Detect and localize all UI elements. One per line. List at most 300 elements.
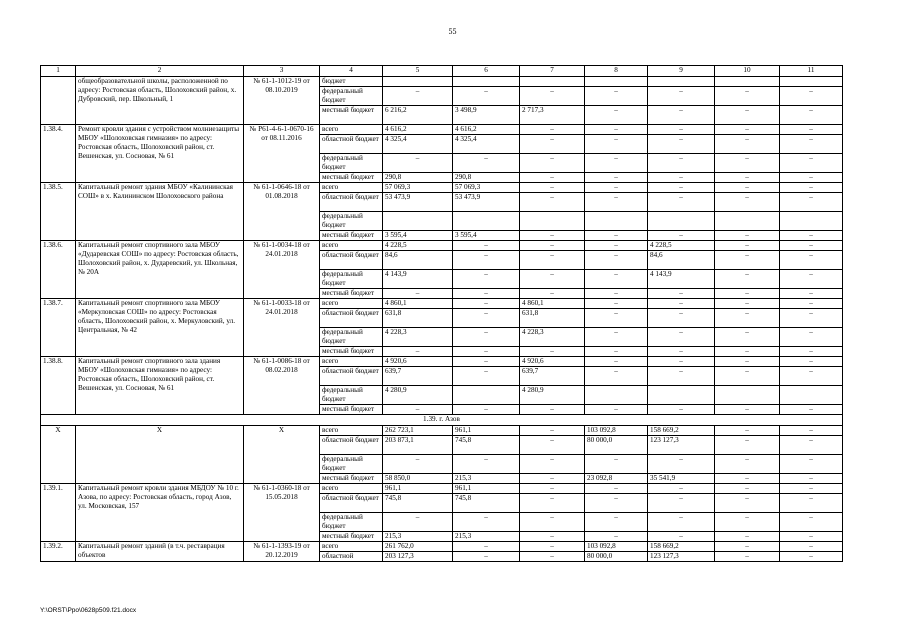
- amount-cell: –: [585, 455, 648, 474]
- amount-cell: 4 228,3: [383, 328, 453, 347]
- amount-cell: –: [520, 474, 585, 484]
- column-header: 8: [585, 66, 648, 77]
- amount-cell: –: [383, 154, 453, 173]
- amount-cell: –: [780, 552, 843, 562]
- amount-cell: –: [648, 513, 715, 532]
- amount-cell: –: [780, 183, 843, 193]
- amount-cell: –: [453, 357, 520, 367]
- item-document: № 61-1-0033-18 от 24.01.2018: [244, 299, 320, 357]
- amount-cell: 80 000,0: [585, 552, 648, 562]
- funding-source: областной: [320, 552, 383, 562]
- amount-cell: –: [585, 231, 648, 241]
- column-header: 9: [648, 66, 715, 77]
- column-header: 6: [453, 66, 520, 77]
- item-document: № 61-1-0646-18 от 01.08.2018: [244, 183, 320, 241]
- amount-cell: –: [780, 436, 843, 455]
- item-document: X: [244, 426, 320, 484]
- item-number: 1.39.2.: [41, 542, 76, 562]
- amount-cell: 123 127,3: [648, 552, 715, 562]
- table-row: [41, 357, 843, 367]
- amount-cell: 631,8: [520, 309, 585, 328]
- item-name: Капитальный ремонт спортивного зала здания МБОУ «Шолоховская гимназия» по адресу: Ростовская область, Шолоховский район, ст. Вешенская, ул. Сосновая, № 61: [76, 357, 244, 415]
- item-number: 1.38.8.: [41, 357, 76, 415]
- amount-cell: –: [780, 87, 843, 106]
- amount-cell: –: [520, 251, 585, 270]
- amount-cell: –: [648, 494, 715, 513]
- amount-cell: –: [453, 309, 520, 328]
- amount-cell: 631,8: [383, 309, 453, 328]
- amount-cell: –: [520, 542, 585, 552]
- item-name: Ремонт кровли здания с устройством молниезащиты МБОУ «Шолоховская гимназия» по адресу: Ростовская область, Шолоховский район, ст. Вешенская, ул. Сосновая, № 61: [76, 125, 244, 183]
- amount-cell: –: [780, 328, 843, 347]
- amount-cell: –: [648, 328, 715, 347]
- funding-source: областной бюджет: [320, 135, 383, 154]
- amount-cell: –: [715, 135, 780, 154]
- amount-cell: 158 669,2: [648, 426, 715, 436]
- amount-cell: –: [780, 494, 843, 513]
- amount-cell: 84,6: [383, 251, 453, 270]
- amount-cell: –: [648, 309, 715, 328]
- item-document: № 61-1-0360-18 от 15.05.2018: [244, 484, 320, 542]
- funding-source: федеральный бюджет: [320, 87, 383, 106]
- amount-cell: –: [648, 173, 715, 183]
- amount-cell: 103 092,8: [585, 542, 648, 552]
- item-document: № Р61-4-6-1-0670-16 от 08.11.2016: [244, 125, 320, 183]
- funding-source: федеральный бюджет: [320, 154, 383, 173]
- amount-cell: 23 092,8: [585, 474, 648, 484]
- table-row: [41, 542, 843, 552]
- amount-cell: –: [780, 542, 843, 552]
- amount-cell: 3 595,4: [453, 231, 520, 241]
- funding-source: всего: [320, 183, 383, 193]
- amount-cell: –: [520, 270, 585, 289]
- amount-cell: 4 325,4: [453, 135, 520, 154]
- amount-cell: –: [585, 405, 648, 415]
- amount-cell: [520, 77, 585, 87]
- amount-cell: –: [453, 241, 520, 251]
- amount-cell: [715, 212, 780, 231]
- amount-cell: –: [715, 270, 780, 289]
- amount-cell: –: [715, 405, 780, 415]
- amount-cell: 4 280,9: [383, 386, 453, 405]
- amount-cell: –: [648, 154, 715, 173]
- amount-cell: [780, 77, 843, 87]
- amount-cell: –: [648, 193, 715, 212]
- amount-cell: –: [780, 154, 843, 173]
- amount-cell: –: [453, 405, 520, 415]
- table-row: [41, 125, 843, 135]
- header-row: [41, 66, 843, 77]
- amount-cell: –: [520, 426, 585, 436]
- amount-cell: –: [453, 87, 520, 106]
- amount-cell: –: [648, 183, 715, 193]
- amount-cell: 4 860,1: [520, 299, 585, 309]
- amount-cell: 2 717,3: [520, 106, 585, 125]
- amount-cell: –: [585, 125, 648, 135]
- amount-cell: [453, 386, 520, 405]
- amount-cell: –: [453, 328, 520, 347]
- amount-cell: –: [780, 357, 843, 367]
- amount-cell: –: [780, 426, 843, 436]
- amount-cell: –: [585, 135, 648, 154]
- item-name: Капитальный ремонт спортивного зала МБОУ «Меркуловская СОШ» по адресу: Ростовская область, Шолоховский район, х. Меркуловский, ул. Центральная, № 42: [76, 299, 244, 357]
- amount-cell: [585, 212, 648, 231]
- amount-cell: –: [715, 552, 780, 562]
- amount-cell: –: [453, 289, 520, 299]
- amount-cell: –: [520, 347, 585, 357]
- funding-source: областной бюджет: [320, 251, 383, 270]
- amount-cell: 961,1: [383, 484, 453, 494]
- table-row: [41, 241, 843, 251]
- amount-cell: –: [715, 357, 780, 367]
- amount-cell: –: [715, 347, 780, 357]
- amount-cell: –: [383, 513, 453, 532]
- amount-cell: –: [585, 173, 648, 183]
- funding-source: областной бюджет: [320, 494, 383, 513]
- amount-cell: –: [520, 513, 585, 532]
- amount-cell: –: [780, 231, 843, 241]
- amount-cell: 4 143,9: [648, 270, 715, 289]
- amount-cell: 84,6: [648, 251, 715, 270]
- amount-cell: 4 616,2: [383, 125, 453, 135]
- amount-cell: –: [715, 289, 780, 299]
- amount-cell: [715, 77, 780, 87]
- column-header: 10: [715, 66, 780, 77]
- amount-cell: –: [585, 183, 648, 193]
- amount-cell: –: [520, 455, 585, 474]
- amount-cell: 203 127,3: [383, 552, 453, 562]
- amount-cell: –: [520, 135, 585, 154]
- amount-cell: –: [585, 347, 648, 357]
- amount-cell: [648, 212, 715, 231]
- amount-cell: –: [715, 125, 780, 135]
- amount-cell: 4 616,2: [453, 125, 520, 135]
- amount-cell: [715, 386, 780, 405]
- funding-source: всего: [320, 241, 383, 251]
- amount-cell: –: [780, 513, 843, 532]
- amount-cell: –: [453, 455, 520, 474]
- amount-cell: –: [585, 532, 648, 542]
- amount-cell: –: [520, 87, 585, 106]
- amount-cell: –: [648, 532, 715, 542]
- item-number: 1.38.4.: [41, 125, 76, 183]
- amount-cell: –: [585, 193, 648, 212]
- amount-cell: –: [780, 135, 843, 154]
- amount-cell: –: [648, 357, 715, 367]
- item-number: 1.38.5.: [41, 183, 76, 241]
- amount-cell: –: [520, 183, 585, 193]
- amount-cell: –: [715, 106, 780, 125]
- amount-cell: 80 000,0: [585, 436, 648, 455]
- amount-cell: 4 920,6: [383, 357, 453, 367]
- amount-cell: –: [648, 125, 715, 135]
- funding-source: местный бюджет: [320, 405, 383, 415]
- amount-cell: –: [585, 106, 648, 125]
- amount-cell: 290,8: [453, 173, 520, 183]
- amount-cell: –: [585, 484, 648, 494]
- section-title: 1.39. г. Азов: [41, 415, 843, 426]
- amount-cell: –: [520, 193, 585, 212]
- amount-cell: –: [780, 405, 843, 415]
- item-number: 1.38.6.: [41, 241, 76, 299]
- amount-cell: –: [585, 328, 648, 347]
- amount-cell: –: [585, 513, 648, 532]
- table-row: [41, 299, 843, 309]
- amount-cell: –: [648, 455, 715, 474]
- amount-cell: –: [715, 542, 780, 552]
- amount-cell: 3 498,9: [453, 106, 520, 125]
- amount-cell: 58 850,0: [383, 474, 453, 484]
- amount-cell: 745,8: [453, 494, 520, 513]
- amount-cell: –: [780, 241, 843, 251]
- funding-source: местный бюджет: [320, 474, 383, 484]
- table-row: [41, 183, 843, 193]
- amount-cell: 4 228,5: [383, 241, 453, 251]
- funding-source: всего: [320, 125, 383, 135]
- footer-file-path: Y:\ORST\Ppo\0628p509.f21.docx: [40, 607, 137, 614]
- column-header: 4: [320, 66, 383, 77]
- amount-cell: [780, 212, 843, 231]
- amount-cell: –: [715, 484, 780, 494]
- amount-cell: –: [648, 367, 715, 386]
- amount-cell: –: [715, 183, 780, 193]
- funding-source: местный бюджет: [320, 289, 383, 299]
- funding-source: областной бюджет: [320, 367, 383, 386]
- amount-cell: 6 216,2: [383, 106, 453, 125]
- amount-cell: 4 280,9: [520, 386, 585, 405]
- amount-cell: –: [715, 328, 780, 347]
- funding-source: местный бюджет: [320, 347, 383, 357]
- funding-source: местный бюджет: [320, 231, 383, 241]
- amount-cell: [453, 77, 520, 87]
- funding-source: местный бюджет: [320, 532, 383, 542]
- amount-cell: –: [715, 299, 780, 309]
- amount-cell: 639,7: [383, 367, 453, 386]
- column-header: 2: [76, 66, 244, 77]
- amount-cell: –: [520, 494, 585, 513]
- amount-cell: –: [780, 532, 843, 542]
- column-header: 1: [41, 66, 76, 77]
- amount-cell: 103 092,8: [585, 426, 648, 436]
- column-header: 5: [383, 66, 453, 77]
- funding-source: местный бюджет: [320, 106, 383, 125]
- amount-cell: 262 723,1: [383, 426, 453, 436]
- table-row: [41, 484, 843, 494]
- funding-source: федеральный бюджет: [320, 212, 383, 231]
- amount-cell: –: [453, 513, 520, 532]
- funding-source: областной бюджет: [320, 309, 383, 328]
- amount-cell: 3 595,4: [383, 231, 453, 241]
- amount-cell: –: [715, 436, 780, 455]
- item-name: Капитальный ремонт кровли здания МБДОУ № 10 г. Азова, по адресу: Ростовская область, город Азов, ул. Московская, 157: [76, 484, 244, 542]
- amount-cell: –: [780, 251, 843, 270]
- amount-cell: –: [383, 347, 453, 357]
- amount-cell: –: [453, 347, 520, 357]
- amount-cell: –: [780, 125, 843, 135]
- amount-cell: 57 069,3: [453, 183, 520, 193]
- amount-cell: –: [648, 405, 715, 415]
- item-number: 1.38.7.: [41, 299, 76, 357]
- funding-source: областной бюджет: [320, 193, 383, 212]
- amount-cell: –: [715, 474, 780, 484]
- amount-cell: –: [780, 173, 843, 183]
- amount-cell: 290,8: [383, 173, 453, 183]
- amount-cell: 4 143,9: [383, 270, 453, 289]
- amount-cell: 4 325,4: [383, 135, 453, 154]
- amount-cell: –: [780, 455, 843, 474]
- amount-cell: –: [780, 289, 843, 299]
- amount-cell: –: [715, 309, 780, 328]
- amount-cell: –: [520, 154, 585, 173]
- amount-cell: –: [715, 193, 780, 212]
- amount-cell: 35 541,9: [648, 474, 715, 484]
- amount-cell: –: [383, 455, 453, 474]
- column-header: 11: [780, 66, 843, 77]
- amount-cell: –: [585, 270, 648, 289]
- amount-cell: –: [520, 289, 585, 299]
- item-document: № 61-1-1012-19 от 08.10.2019: [244, 77, 320, 125]
- amount-cell: 4 860,1: [383, 299, 453, 309]
- amount-cell: 203 873,1: [383, 436, 453, 455]
- amount-cell: –: [453, 542, 520, 552]
- item-name: X: [76, 426, 244, 484]
- page-number: 55: [448, 27, 457, 36]
- amount-cell: 215,3: [383, 532, 453, 542]
- amount-cell: –: [585, 299, 648, 309]
- budget-table: [40, 65, 843, 562]
- amount-cell: [453, 212, 520, 231]
- amount-cell: –: [648, 135, 715, 154]
- funding-source: федеральный бюджет: [320, 386, 383, 405]
- funding-source: всего: [320, 426, 383, 436]
- amount-cell: –: [715, 154, 780, 173]
- amount-cell: [780, 386, 843, 405]
- amount-cell: –: [585, 494, 648, 513]
- item-name: Капитальный ремонт спортивного зала МБОУ «Дударевская СОШ» по адресу: Ростовская область, Шолоховский район, х. Дударевский, ул. Школьная, № 20А: [76, 241, 244, 299]
- amount-cell: –: [453, 552, 520, 562]
- amount-cell: [648, 77, 715, 87]
- amount-cell: 961,1: [453, 484, 520, 494]
- amount-cell: –: [648, 299, 715, 309]
- amount-cell: 745,8: [453, 436, 520, 455]
- item-document: № 61-1-0034-18 от 24.01.2018: [244, 241, 320, 299]
- amount-cell: –: [453, 299, 520, 309]
- amount-cell: –: [648, 289, 715, 299]
- amount-cell: [383, 77, 453, 87]
- amount-cell: –: [780, 484, 843, 494]
- amount-cell: –: [585, 289, 648, 299]
- item-number: 1.39.1.: [41, 484, 76, 542]
- amount-cell: 53 473,9: [383, 193, 453, 212]
- amount-cell: 4 228,3: [520, 328, 585, 347]
- amount-cell: –: [715, 455, 780, 474]
- amount-cell: –: [520, 231, 585, 241]
- amount-cell: –: [715, 532, 780, 542]
- amount-cell: –: [520, 552, 585, 562]
- amount-cell: –: [648, 347, 715, 357]
- amount-cell: 215,3: [453, 474, 520, 484]
- amount-cell: –: [780, 347, 843, 357]
- item-name: Капитальный ремонт зданий (в т.ч. реставрация объектов: [76, 542, 244, 562]
- amount-cell: –: [453, 270, 520, 289]
- section-header-row: [41, 415, 843, 426]
- item-number: [41, 77, 76, 125]
- amount-cell: –: [585, 154, 648, 173]
- amount-cell: 53 473,9: [453, 193, 520, 212]
- amount-cell: –: [715, 367, 780, 386]
- amount-cell: –: [780, 309, 843, 328]
- funding-source: федеральный бюджет: [320, 270, 383, 289]
- funding-source: бюджет: [320, 77, 383, 87]
- amount-cell: –: [453, 251, 520, 270]
- amount-cell: –: [585, 357, 648, 367]
- amount-cell: –: [648, 106, 715, 125]
- amount-cell: –: [648, 87, 715, 106]
- amount-cell: –: [520, 484, 585, 494]
- item-name: общеобразовательной школы, расположенной по адресу: Ростовская область, Шолоховский район, х. Дубровский, пер. Школьный, 1: [76, 77, 244, 125]
- amount-cell: 57 069,3: [383, 183, 453, 193]
- amount-cell: –: [715, 513, 780, 532]
- amount-cell: –: [780, 367, 843, 386]
- amount-cell: –: [383, 87, 453, 106]
- amount-cell: –: [520, 436, 585, 455]
- amount-cell: –: [715, 87, 780, 106]
- amount-cell: –: [585, 241, 648, 251]
- amount-cell: –: [383, 289, 453, 299]
- amount-cell: –: [715, 426, 780, 436]
- amount-cell: –: [383, 405, 453, 415]
- amount-cell: –: [715, 231, 780, 241]
- amount-cell: [585, 77, 648, 87]
- amount-cell: 158 669,2: [648, 542, 715, 552]
- item-document: № 61-1-1393-19 от 20.12.2019: [244, 542, 320, 562]
- amount-cell: –: [780, 106, 843, 125]
- funding-source: всего: [320, 542, 383, 552]
- funding-source: местный бюджет: [320, 173, 383, 183]
- item-document: № 61-1-0086-18 от 08.02.2018: [244, 357, 320, 415]
- amount-cell: –: [715, 241, 780, 251]
- amount-cell: –: [715, 251, 780, 270]
- amount-cell: –: [585, 367, 648, 386]
- amount-cell: –: [715, 494, 780, 513]
- amount-cell: –: [453, 154, 520, 173]
- amount-cell: –: [585, 251, 648, 270]
- amount-cell: –: [585, 309, 648, 328]
- amount-cell: –: [520, 125, 585, 135]
- table-row: [41, 77, 843, 87]
- column-header: 3: [244, 66, 320, 77]
- funding-source: федеральный бюджет: [320, 513, 383, 532]
- amount-cell: 261 762,0: [383, 542, 453, 552]
- amount-cell: [648, 386, 715, 405]
- amount-cell: [585, 386, 648, 405]
- amount-cell: –: [648, 231, 715, 241]
- funding-source: всего: [320, 484, 383, 494]
- table-row: [41, 426, 843, 436]
- funding-source: областной бюджет: [320, 436, 383, 455]
- funding-source: всего: [320, 299, 383, 309]
- amount-cell: 745,8: [383, 494, 453, 513]
- amount-cell: –: [780, 299, 843, 309]
- amount-cell: –: [520, 173, 585, 183]
- funding-source: всего: [320, 357, 383, 367]
- amount-cell: [383, 212, 453, 231]
- column-header: 7: [520, 66, 585, 77]
- amount-cell: 4 920,6: [520, 357, 585, 367]
- funding-source: федеральный бюджет: [320, 328, 383, 347]
- amount-cell: 639,7: [520, 367, 585, 386]
- funding-source: федеральный бюджет: [320, 455, 383, 474]
